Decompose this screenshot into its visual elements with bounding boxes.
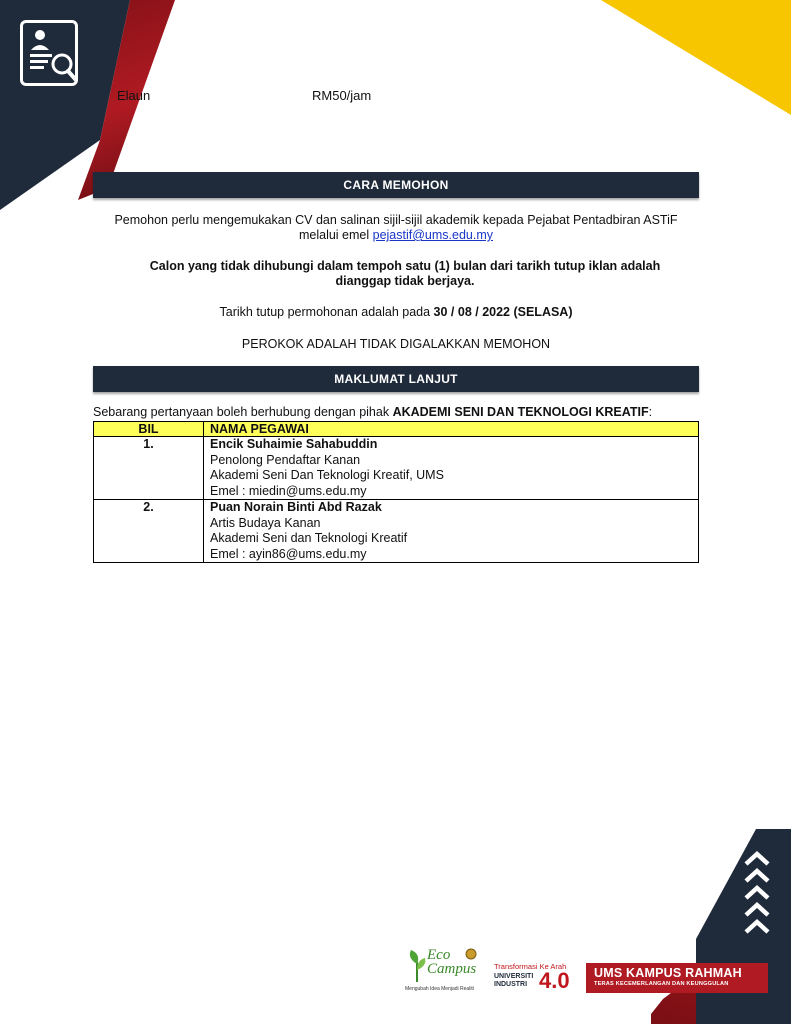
kampus-rahmah-title: UMS KAMPUS RAHMAH	[594, 966, 742, 980]
corner-decoration-yellow	[601, 0, 791, 115]
section-heading-how-to-apply: CARA MEMOHON	[93, 172, 699, 198]
column-header-bil: BIL	[94, 422, 204, 437]
transformation-text: Transformasi Ke Arah	[494, 962, 567, 971]
chevron-up-stack-icon	[743, 850, 771, 940]
instructions-email-line	[80, 228, 712, 243]
email-link[interactable]: pejastif@ums.edu.my	[372, 228, 493, 242]
application-instructions	[80, 213, 712, 243]
notice-line: Calon yang tidak dihubungi dalam tempoh satu (1) bulan dari tarikh tutup iklan adalah	[149, 259, 661, 273]
allowance-label: Elaun	[117, 88, 151, 103]
staff-department: Akademi Seni Dan Teknologi Kreatif, UMS	[210, 468, 444, 482]
row-number: 2.	[94, 500, 204, 563]
staff-position: Artis Budaya Kanan	[210, 515, 321, 530]
leaf-icon	[405, 948, 429, 984]
eco-campus-text: Eco Campus	[427, 947, 477, 977]
contact-organisation: AKADEMI SENI DAN TEKNOLOGI KREATIF	[392, 405, 649, 419]
instructions-email-prefix: melalui emel	[298, 228, 373, 242]
contact-intro-suffix: :	[648, 405, 653, 419]
eco-campus-logo	[403, 946, 483, 994]
staff-department: Akademi Seni dan Teknologi Kreatif	[210, 531, 408, 545]
closing-date-prefix: Tarikh tutup permohonan adalah pada	[219, 305, 434, 319]
eco-campus-tagline: Mengubah Idea Menjadi Realiti	[405, 986, 474, 992]
smoking-notice: PEROKOK ADALAH TIDAK DIGALAKKAN MEMOHON	[241, 337, 551, 351]
row-number: 1.	[94, 437, 204, 500]
university-industry-text: UNIVERSITI INDUSTRI	[494, 973, 534, 988]
document-search-icon	[20, 20, 78, 86]
kampus-rahmah-logo	[586, 963, 768, 993]
instructions-line: Pemohon perlu mengemukakan CV dan salinan sijil-sijil akademik kepada Pejabat Pentadbiran ASTiF	[114, 213, 678, 227]
section-heading-further-info: MAKLUMAT LANJUT	[93, 366, 699, 392]
staff-details	[204, 437, 699, 500]
contact-intro-prefix: Sebarang pertanyaan boleh berhubung dengan pihak	[93, 405, 393, 419]
staff-name: Puan Norain Binti Abd Razak	[210, 500, 382, 514]
allowance-value: RM50/jam	[312, 88, 372, 103]
table-row	[94, 500, 699, 563]
kampus-rahmah-subtitle: TERAS KECEMERLANGAN DAN KEUNGGULAN	[594, 981, 729, 987]
university-industry-logo	[494, 962, 584, 996]
column-header-nama: NAMA PEGAWAI	[204, 422, 699, 437]
staff-email: Emel : ayin86@ums.edu.my	[210, 546, 367, 561]
four-point-oh-text: 4.0	[539, 968, 570, 993]
staff-name: Encik Suhaimie Sahabuddin	[210, 437, 378, 451]
contact-intro	[93, 405, 652, 419]
notice-line: dianggap tidak berjaya.	[335, 274, 475, 288]
closing-date-line	[80, 305, 712, 320]
table-row	[94, 437, 699, 500]
contact-table	[93, 421, 699, 563]
closing-date: 30 / 08 / 2022 (SELASA)	[433, 305, 573, 319]
staff-details	[204, 500, 699, 563]
candidate-notice	[110, 259, 700, 289]
staff-position: Penolong Pendaftar Kanan	[210, 452, 361, 467]
table-header-row	[94, 422, 699, 437]
staff-email: Emel : miedin@ums.edu.my	[210, 483, 367, 498]
